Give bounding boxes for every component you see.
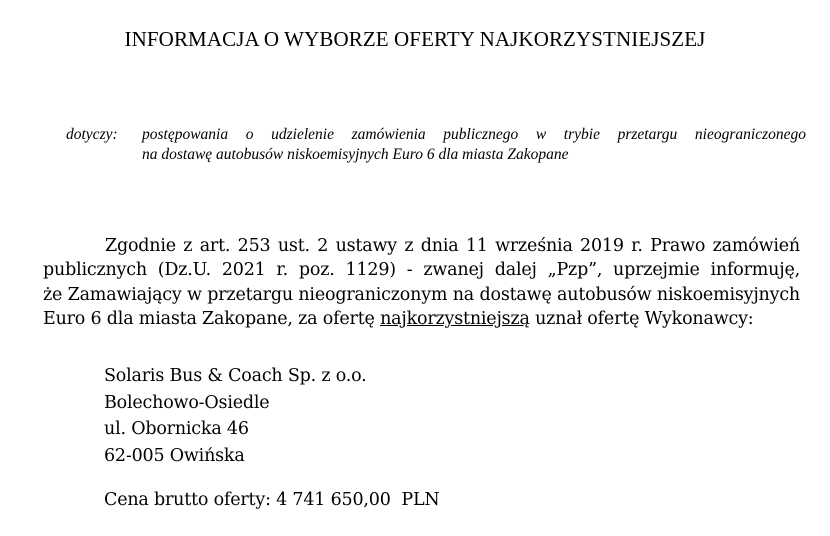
paragraph-line-4 (43, 307, 800, 331)
contractor-postal: 62-005 Owińska (104, 445, 245, 466)
subject-label: dotyczy: (66, 126, 118, 143)
document-title: INFORMACJA O WYBORZE OFERTY NAJKORZYSTNIEJSZEJ (124, 27, 706, 51)
paragraph-line-3: że Zamawiający w przetargu nieograniczonym na dostawę autobusów niskoemisyjnych (43, 284, 800, 305)
paragraph-line-1: Zgodnie z art. 253 ust. 2 ustawy z dnia 11 września 2019 r. Prawo zamówień (105, 236, 800, 256)
subject-block (66, 125, 806, 165)
contractor-name: Solaris Bus & Coach Sp. z o.o. (104, 366, 367, 386)
paragraph-line-4-end: uznał ofertę Wykonawcy: (529, 308, 754, 329)
contractor-street: ul. Obornicka 46 (104, 419, 249, 439)
main-paragraph (43, 234, 800, 331)
paragraph-line-4-start: Euro 6 dla miasta Zakopane, za ofertę (43, 308, 381, 329)
price-currency: PLN (390, 490, 440, 510)
price-line (104, 490, 439, 510)
subject-line-1: postępowania o udzielenie zamówienia publicznego w trybie przetargu nieograniczonego (142, 126, 806, 143)
paragraph-line-2: publicznych (Dz.U. 2021 r. poz. 1129) - zwanej dalej „Pzp”, uprzejmie informuję, (43, 260, 800, 281)
price-label: Cena brutto oferty: (104, 490, 277, 510)
contractor-address (104, 363, 367, 469)
contractor-locality: Bolechowo-Osiedle (104, 392, 270, 413)
price-amount: 4 741 650,00 (276, 490, 391, 510)
subject-line-2: na dostawę autobusów niskoemisyjnych Euro 6 dla miasta Zakopane (142, 146, 569, 163)
underlined-word: najkorzystniejszą (380, 308, 530, 329)
